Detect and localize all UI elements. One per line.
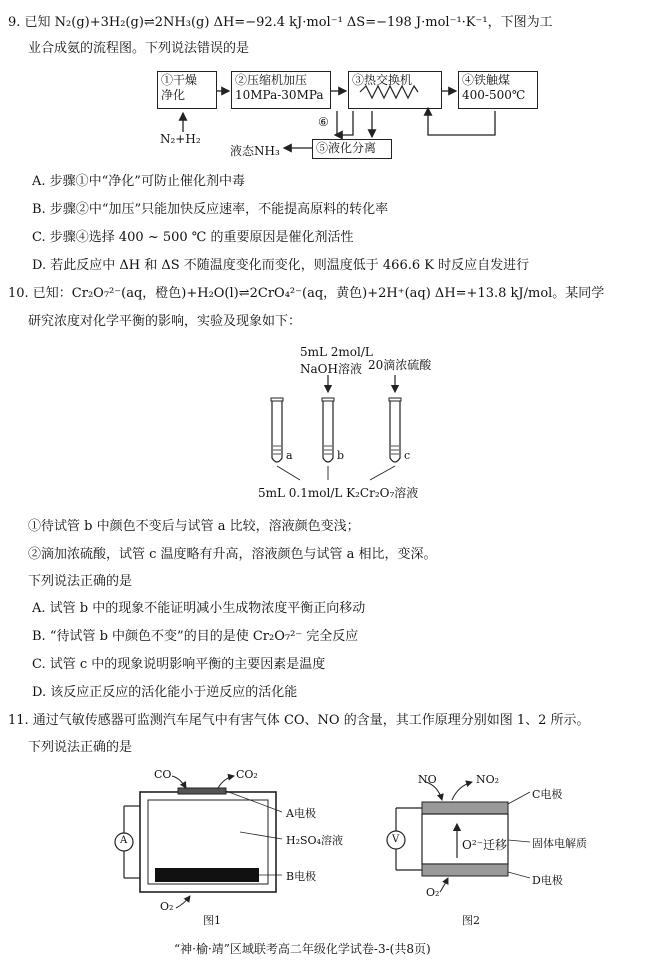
fig2-caption: 图2 [462, 914, 480, 927]
q10-observation-1: ①待试管 b 中颜色不变后与试管 a 比较，溶液颜色变浅； [28, 519, 360, 534]
tube-c [389, 398, 401, 462]
flow-step2-line1: ②压缩机加压 [235, 73, 308, 87]
flow-step2-line2: 10MPa-30MPa [235, 88, 324, 102]
fig2-o2-label: O₂ [426, 886, 440, 899]
fig2-no-label: NO [418, 773, 437, 786]
q10-observation-2: ②滴加浓硫酸，试管 c 温度略有升高，溶液颜色与试管 a 相比，变深。 [28, 547, 437, 562]
flow-step1-line2: 净化 [161, 88, 186, 102]
fig1-electrode-a-label: A电极 [286, 807, 316, 820]
q10-option-d: D. 该反应正反应的活化能小于逆反应的活化能 [32, 685, 298, 700]
reagent-b-line1: 5mL 2mol/L [300, 345, 373, 359]
flow-step6-label: ⑥ [318, 115, 329, 129]
page-footer: “神·榆·靖”区域联考高二年级化学试卷-3-(共8页) [174, 942, 431, 956]
fig1-solution-label: H₂SO₄溶液 [286, 834, 343, 847]
q11-stem-line1: 11. 通过气敏传感器可监测汽车尾气中有害气体 CO、NO 的含量，其工作原理分别如图 1、2 所示。 [8, 713, 590, 728]
tube-b [322, 398, 334, 462]
q9-stem-line2: 业合成氨的流程图。下列说法错误的是 [28, 41, 250, 56]
reagent-b-line2: NaOH溶液 [300, 362, 362, 376]
q10-ask: 下列说法正确的是 [28, 574, 133, 589]
flow-step5-box [312, 139, 392, 159]
fig1-caption: 图1 [203, 914, 221, 927]
flow-product-label: 液态NH₃ [230, 144, 280, 158]
q10-option-b: B. “待试管 b 中颜色不变”的目的是使 Cr₂O₇²⁻ 完全反应 [32, 629, 359, 644]
fig1-ammeter: A [120, 835, 128, 846]
fig1-o2-label: O₂ [160, 900, 174, 913]
tube-a-label: a [286, 449, 293, 462]
q10-option-c: C. 试管 c 中的现象说明影响平衡的主要因素是温度 [32, 657, 326, 672]
q9-option-d: D. 若此反应中 ΔH 和 ΔS 不随温度变化而变化，则温度低于 466.6 K 时反应自发进行 [32, 258, 530, 273]
fig2-electrolyte-label: 固体电解质 [532, 837, 587, 850]
fig1-co2-label: CO₂ [236, 768, 258, 781]
fig1-co-label: CO [154, 768, 172, 781]
q11-stem-line2: 下列说法正确的是 [28, 740, 133, 755]
flow-step4-line1: ④铁触煤 [462, 73, 511, 87]
flow-feed-label: N₂+H₂ [160, 132, 201, 146]
flow-step3-box [348, 71, 442, 109]
fig2-electrode-d-label: D电极 [532, 874, 563, 887]
q10-stem-line1: 10. 已知：Cr₂O₇²⁻(aq，橙色)+H₂O(l)⇌2CrO₄²⁻(aq，黄色)+2H⁺(aq) ΔH=+13.8 kJ/mol。某同学 [8, 286, 605, 301]
q9-option-c: C. 步骤④选择 400 ~ 500 ℃ 的重要原因是催化剂活性 [32, 230, 354, 245]
tubes-bottom-label: 5mL 0.1mol/L K₂Cr₂O₇溶液 [258, 486, 419, 500]
flow-step1-line1: ①干燥 [161, 73, 198, 87]
tube-a [271, 398, 283, 462]
tube-b-label: b [337, 449, 345, 462]
flow-step5-label: ⑤液化分离 [316, 141, 377, 155]
flow-step4-box [458, 71, 538, 109]
flow-step3-label: ③热交换机 [352, 73, 413, 87]
q9-stem-line1: 9. 已知 N₂(g)+3H₂(g)⇌2NH₃(g) ΔH=−92.4 kJ·mol⁻¹ ΔS=−198 J·mol⁻¹·K⁻¹，下图为工 [8, 15, 553, 30]
q10-stem-line2: 研究浓度对化学平衡的影响，实验及现象如下： [28, 314, 302, 329]
flow-step4-line2: 400-500℃ [462, 88, 526, 102]
fig2-electrode-c-label: C电极 [532, 788, 563, 801]
flow-step2-box [231, 71, 331, 109]
flow-step1-box [157, 71, 217, 109]
q10-option-a: A. 试管 b 中的现象不能证明减小生成物浓度平衡正向移动 [32, 601, 366, 616]
fig1-electrode-b-label: B电极 [286, 870, 317, 883]
fig2-migration-label: O²⁻迁移 [462, 838, 507, 852]
tube-c-label: c [404, 449, 411, 462]
reagent-c-label: 20滴浓硫酸 [368, 358, 432, 372]
fig2-voltmeter: V [392, 834, 400, 845]
fig2-no2-label: NO₂ [476, 773, 500, 786]
q9-option-a: A. 步骤①中“净化”可防止催化剂中毒 [32, 174, 245, 189]
q9-option-b: B. 步骤②中“加压”只能加快反应速率，不能提高原料的转化率 [32, 202, 389, 217]
